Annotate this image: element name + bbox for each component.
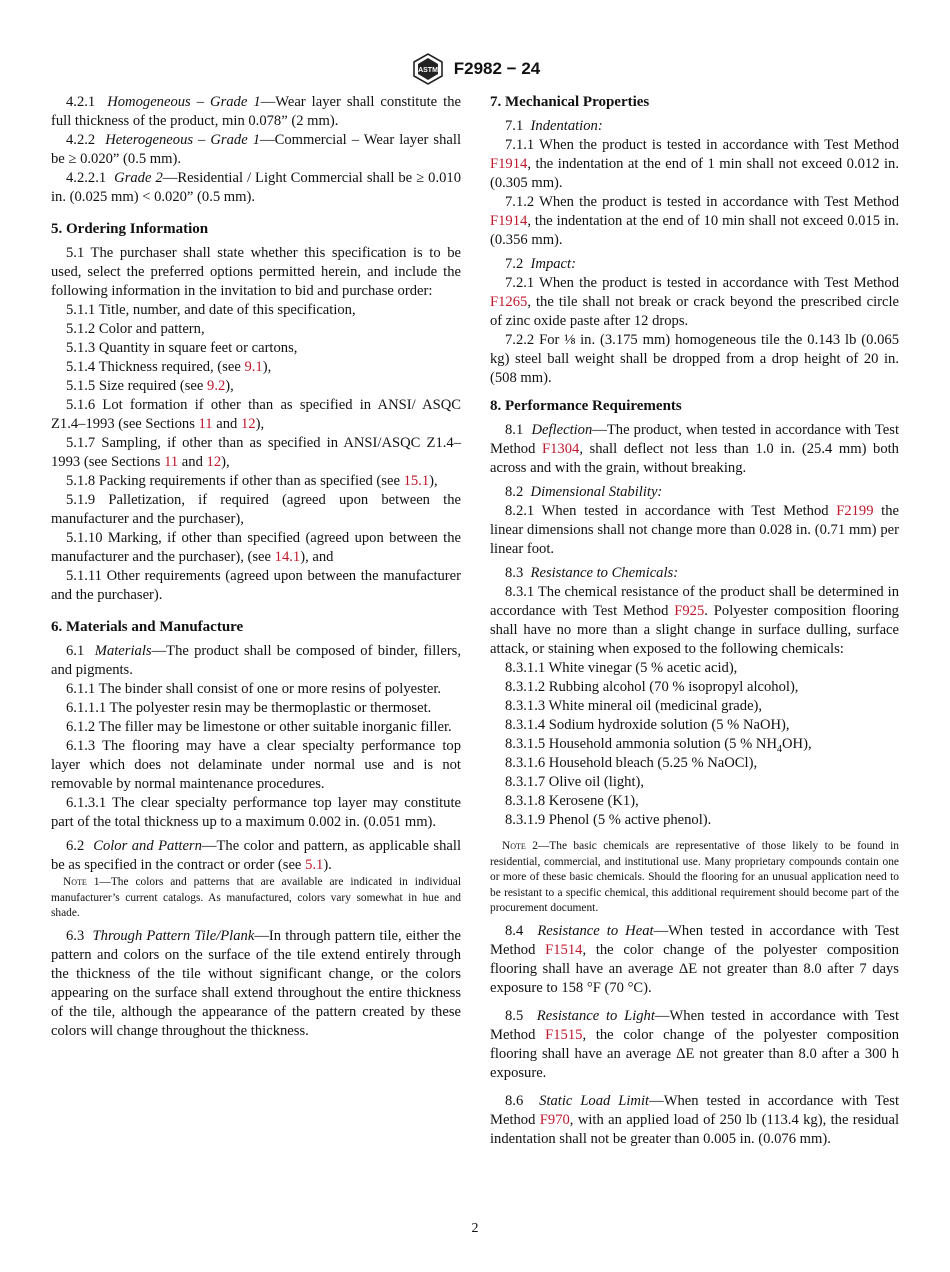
para-6-1-1-1: 6.1.1.1 The polyester resin may be thermoplastic or thermoset. [66, 700, 432, 716]
ref-link[interactable]: 5.1 [305, 857, 324, 873]
ref-link[interactable]: 9.1 [244, 359, 263, 375]
page-number: 2 [471, 1221, 479, 1236]
para-7-2-1: 7.2.1 When the product is tested in accordance with Test Method F1265, the tile shall not break or crack beyond the prescribed circle of zinc oxide paste after 12 drops. [490, 275, 899, 329]
section-8-heading: 8. Performance Requirements [490, 398, 682, 414]
para-5-1-3: 5.1.3 Quantity in square feet or cartons, [66, 340, 298, 356]
para-6-1-3-1: 6.1.3.1 The clear specialty performance top layer may constitute part of the total thickness up to a maximum 0.002 in. (0.051 mm). [51, 795, 461, 830]
para-5-1-2: 5.1.2 Color and pattern, [66, 321, 205, 337]
para-8-3-1: 8.3.1 The chemical resistance of the product shall be determined in accordance with Test Method F925. Polyester composition flooring shall have no more than a slight change in surface dulling, surface attack, or staining when exposed to the following chemicals: [490, 584, 899, 657]
ref-link[interactable]: 14.1 [274, 549, 301, 565]
list-item: 8.3.1.5 Household ammonia solution (5 % $NH_4OH$), [505, 736, 812, 755]
para-5-1-5: 5.1.5 Size required (see 9.2), [66, 378, 234, 394]
para-5-1-9: 5.1.9 Palletization, if required (agreed upon between the manufacturer and the purchaser), [51, 492, 461, 527]
ref-link[interactable]: F1304 [542, 441, 580, 457]
para-7-2-2: 7.2.2 For ⅛ in. (3.175 mm) homogeneous tile the 0.143 lb (0.065 kg) steel ball weight shall be dropped from a drop height of 20 in. (508 mm). [490, 332, 899, 386]
list-item: 8.3.1.7 Olive oil (light), [505, 774, 645, 790]
para-6-1-3: 6.1.3 The flooring may have a clear specialty performance top layer which does not delaminate under normal use and is not removable by normal maintenance procedures. [51, 738, 461, 792]
para-5-1-6: 5.1.6 Lot formation if other than as specified in ANSI/ ASQC Z1.4–1993 (see Sections 11 and 12), [51, 397, 461, 432]
ref-link[interactable]: 12 [206, 454, 222, 470]
para-7-1-2: 7.1.2 When the product is tested in accordance with Test Method F1914, the indentation at the end of 10 min shall not exceed 0.015 in. (0.356 mm). [490, 194, 899, 248]
left-column [51, 93, 461, 1041]
para-5-1-8: 5.1.8 Packing requirements if other than as specified (see 15.1), [66, 473, 438, 489]
ref-link[interactable]: 15.1 [403, 473, 430, 489]
ref-link[interactable]: 11 [164, 454, 179, 470]
ref-link[interactable]: 12 [240, 416, 256, 432]
para-7-2: 7.2 Impact: [505, 256, 576, 272]
para-5-1-10: 5.1.10 Marking, if other than specified (agreed upon between the manufacturer and the purchaser), (see 14.1), and [51, 530, 461, 565]
right-column [490, 93, 899, 1149]
note-2: Note 2—The basic chemicals are representative of those likely to be found in residential, commercial, and institutional use. Many proprietary compounds contain one or more of these basic chemicals. Should the flooring for an unusual application need to be resistant to a specific chemical, this additional requirement should become part of the procurement document. [490, 840, 899, 914]
para-5-1-1: 5.1.1 Title, number, and date of this specification, [66, 302, 356, 318]
svg-text:ASTM: ASTM [417, 67, 438, 74]
para-4-2-2-1: 4.2.2.1 Grade 2—Residential / Light Commercial shall be ≥ 0.010 in. (0.025 mm) < 0.020” (0.5 mm). [51, 170, 462, 205]
para-7-1: 7.1 Indentation: [505, 118, 603, 134]
ref-link[interactable]: F1914 [490, 156, 528, 172]
ref-link[interactable]: 11 [198, 416, 213, 432]
para-8-2-1: 8.2.1 When tested in accordance with Test Method F2199 the linear dimensions shall not change more than 0.028 in. (0.71 mm) per linear foot. [490, 503, 899, 557]
list-item: 8.3.1.6 Household bleach (5.25 % NaOCl), [505, 755, 758, 771]
para-5-1-11: 5.1.11 Other requirements (agreed upon between the manufacturer and the purchaser). [51, 568, 461, 603]
ref-link[interactable]: F925 [674, 603, 705, 619]
para-8-5: 8.5 Resistance to Light—When tested in accordance with Test Method F1515, the color change of the polyester composition flooring shall have an average ΔE not greater than 8.0 after a 300 h exposure. [490, 1007, 899, 1081]
ref-link[interactable]: F970 [539, 1111, 570, 1128]
para-6-2: 6.2 Color and Pattern—The color and pattern, as applicable shall be as specified in the contract or order (see 5.1). [51, 838, 461, 873]
section-6-heading: 6. Materials and Manufacture [51, 619, 244, 635]
ref-link[interactable]: F1515 [545, 1026, 583, 1043]
para-5-1-4: 5.1.4 Thickness required, (see 9.1), [66, 359, 272, 375]
para-4-2-2: 4.2.2 Heterogeneous – Grade 1—Commercial – Wear layer shall be ≥ 0.020” (0.5 mm). [51, 132, 461, 167]
ref-link[interactable]: F1914 [490, 213, 528, 229]
para-8-1: 8.1 Deflection—The product, when tested in accordance with Test Method F1304, shall deflect not less than 1.0 in. (25.4 mm) both across and with the grain, without breaking. [490, 422, 899, 476]
list-item: 8.3.1.3 White mineral oil (medicinal grade), [505, 698, 763, 714]
para-8-6: 8.6 Static Load Limit—When tested in accordance with Test Method F970, with an applied load of 250 lb (113.4 kg), the residual indentation shall not be greater than 0.005 in. (0.076 mm). [490, 1092, 900, 1147]
section-5-heading: 5. Ordering Information [51, 221, 209, 237]
ref-link[interactable]: F1265 [490, 294, 528, 310]
list-item: 8.3.1.2 Rubbing alcohol (70 % isopropyl alcohol), [505, 679, 799, 695]
list-item: 8.3.1.9 Phenol (5 % active phenol). [505, 812, 712, 828]
ref-link[interactable]: F2199 [836, 503, 874, 519]
list-item: 8.3.1.8 Kerosene (K1), [505, 793, 639, 809]
document-designation: F2982 − 24 [453, 59, 541, 78]
para-4-2-1: 4.2.1 Homogeneous – Grade 1—Wear layer shall constitute the full thickness of the product, min 0.078” (2 mm). [51, 94, 462, 129]
para-8-3: 8.3 Resistance to Chemicals: [505, 565, 679, 581]
para-7-1-1: 7.1.1 When the product is tested in accordance with Test Method F1914, the indentation at the end of 1 min shall not exceed 0.012 in. (0.305 mm). [490, 137, 899, 191]
section-7-heading: 7. Mechanical Properties [490, 94, 650, 110]
astm-logo-icon [410, 52, 446, 86]
list-item: 8.3.1.4 Sodium hydroxide solution (5 % NaOH), [505, 717, 790, 733]
para-5-1: 5.1 The purchaser shall state whether this specification is to be used, select the preferred options permitted herein, and include the following information in the invitation to bid and purchase order: [51, 245, 461, 299]
ref-link[interactable]: 9.2 [207, 378, 226, 394]
page-header [0, 52, 950, 91]
para-6-1-2: 6.1.2 The filler may be limestone or other suitable inorganic filler. [66, 719, 452, 735]
para-8-2: 8.2 Dimensional Stability: [505, 484, 663, 500]
para-6-1-1: 6.1.1 The binder shall consist of one or more resins of polyester. [66, 681, 442, 697]
para-8-4: 8.4 Resistance to Heat—When tested in accordance with Test Method F1514, the color change of the polyester composition flooring shall have an average ΔE not greater than 8.0 after 7 days exposure to 158 °F (70 °C). [490, 922, 900, 996]
note-1: Note 1—The colors and patterns that are available are indicated in individual manufacturer’s current catalogs. As manufactured, colors vary somewhat in hue and shade. [51, 876, 462, 919]
para-6-3: 6.3 Through Pattern Tile/Plank—In through pattern tile, either the pattern and colors on the surface of the tile extend entirely through the thickness of the tile without significant change, or the colors appearing on the surface shall extend throughout the entire thickness of the tile, although the appearance of the pattern created by these colors will change throughout the thickness. [51, 927, 462, 1039]
para-5-1-7: 5.1.7 Sampling, if other than as specified in ANSI/ASQC Z1.4–1993 (see Sections 11 and 12), [51, 435, 461, 470]
para-6-1: 6.1 Materials—The product shall be composed of binder, fillers, and pigments. [51, 643, 462, 678]
ref-link[interactable]: F1514 [545, 941, 583, 958]
list-item: 8.3.1.1 White vinegar (5 % acetic acid), [505, 660, 738, 676]
